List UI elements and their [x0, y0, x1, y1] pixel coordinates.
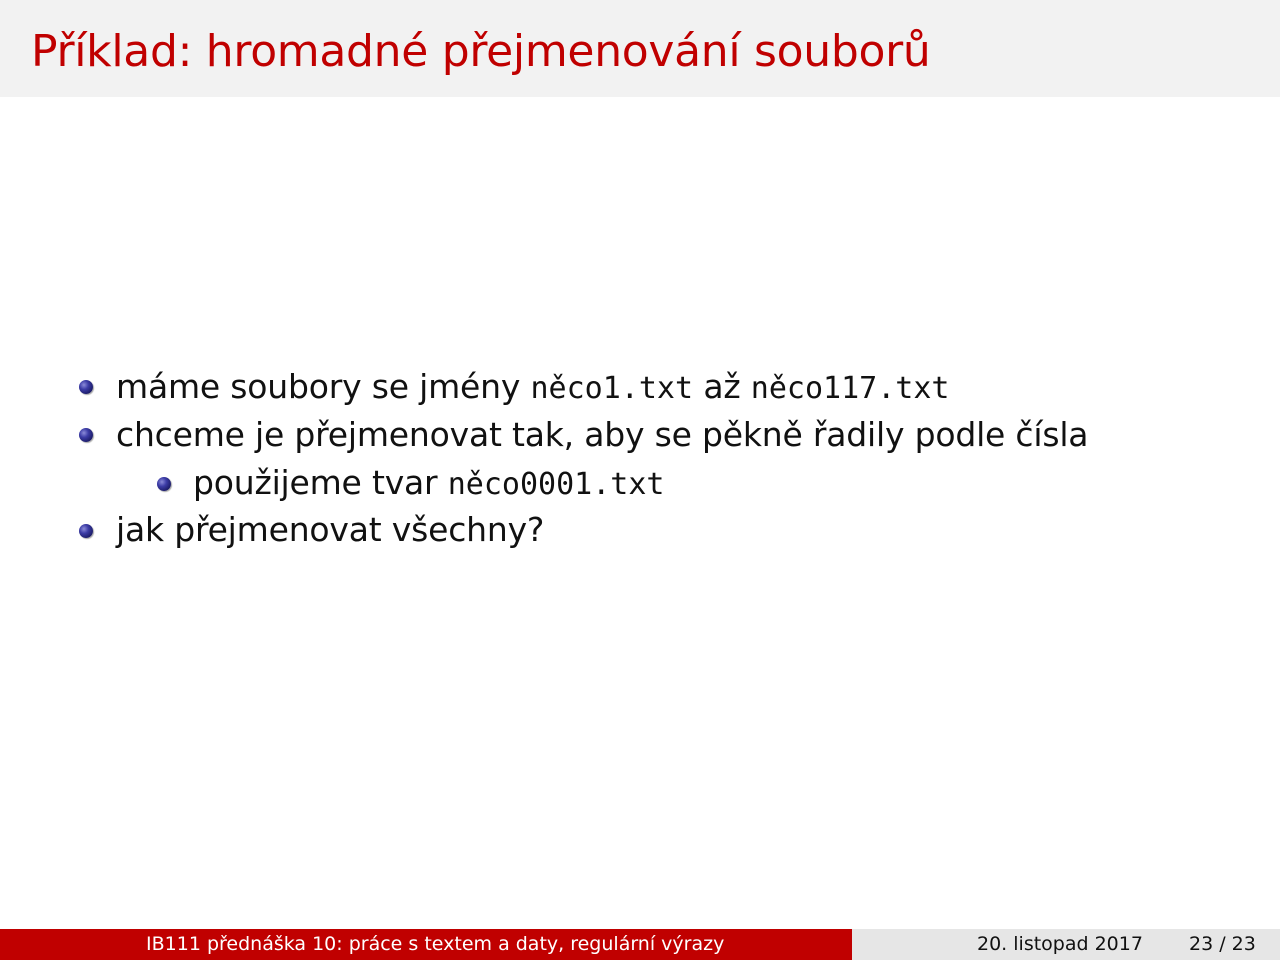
sub-list-item [193, 461, 664, 507]
sub-bullet-icon [157, 477, 171, 491]
title-bar [0, 0, 1280, 97]
list-item-text: použijeme tvar [193, 463, 448, 502]
bullet-icon [79, 380, 93, 394]
list-item-text: jak přejmenovat všechny? [116, 510, 545, 549]
list-item [116, 413, 1088, 457]
list-item [116, 508, 544, 552]
list-item [116, 365, 949, 411]
bullet-icon [79, 524, 93, 538]
list-item-text: chceme je přejmenovat tak, aby se pěkně řadily podle čísla [116, 415, 1089, 454]
list-item-text: až [693, 367, 751, 406]
list-item-text: máme soubory se jmény [116, 367, 531, 406]
footer-page-number: 23 / 23 [1189, 933, 1256, 955]
footer-date: 20. listopad 2017 [977, 933, 1143, 955]
slide-title: Příklad: hromadné přejmenování souborů [31, 26, 931, 77]
code-filename: něco0001.txt [447, 467, 665, 502]
code-filename: něco1.txt [530, 371, 694, 406]
bullet-icon [79, 428, 93, 442]
footer-info-bar [852, 929, 1280, 960]
footer-course-title: IB111 přednáška 10: práce s textem a daty, regulární výrazy [146, 933, 725, 955]
footer-course-bar [0, 929, 852, 960]
code-filename: něco117.txt [750, 371, 950, 406]
